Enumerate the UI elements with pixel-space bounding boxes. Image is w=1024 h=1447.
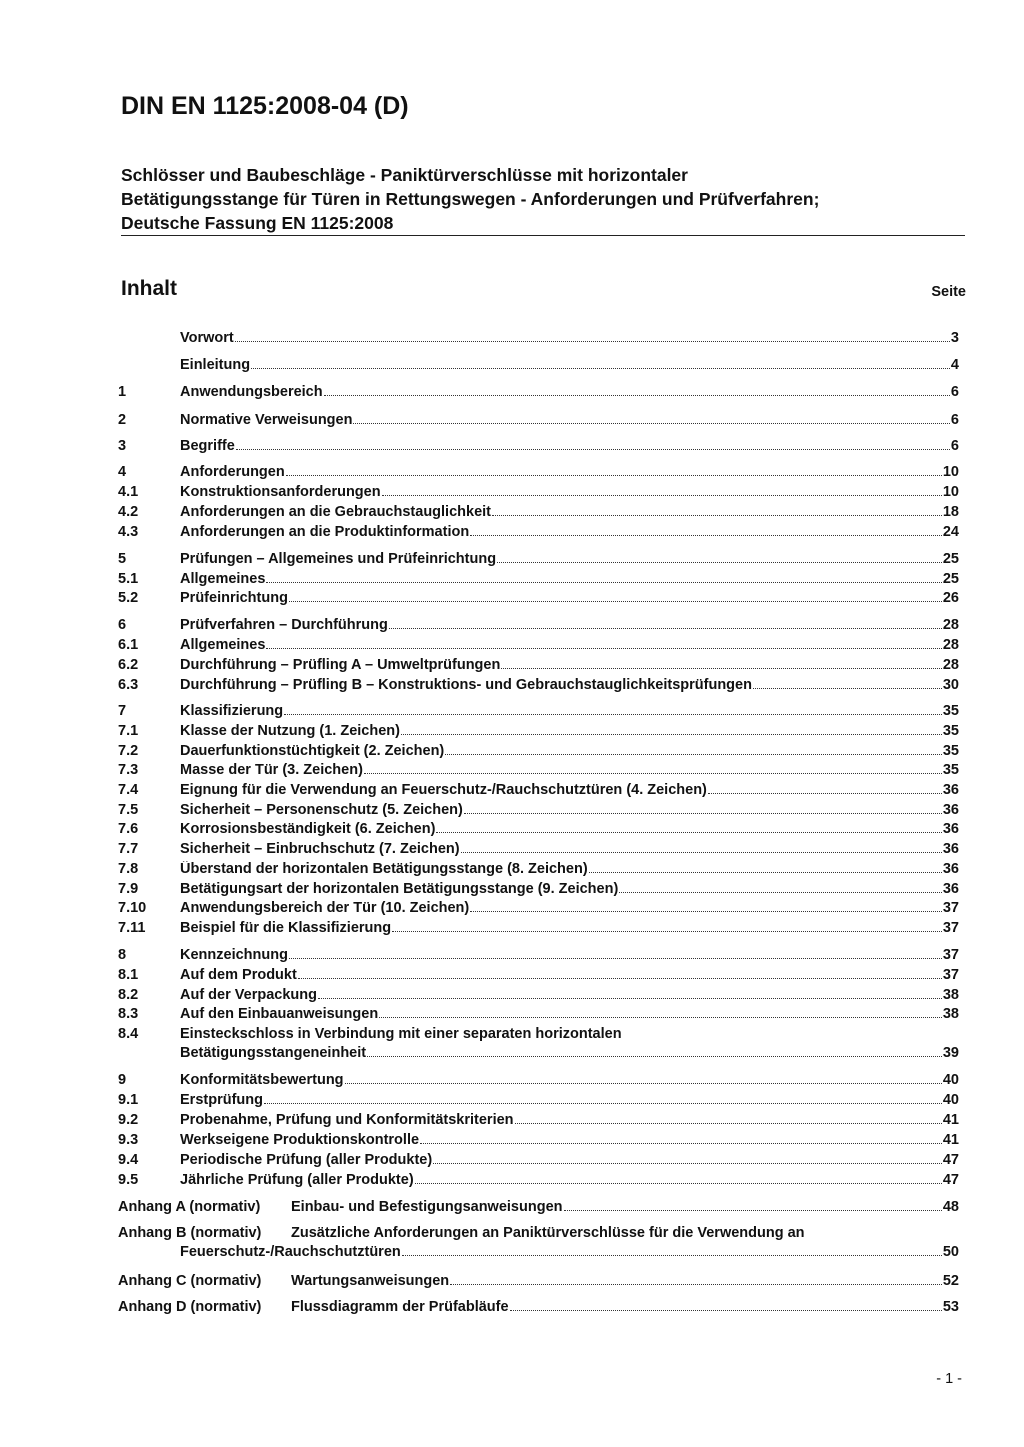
toc-entry-number: Anhang D (normativ) (118, 1299, 262, 1315)
toc-entry-number: 8.3 (118, 1006, 139, 1022)
toc-entry-number: Anhang A (normativ) (118, 1199, 261, 1215)
toc-entry-title-continued: Feuerschutz-/Rauchschutztüren (180, 1244, 401, 1260)
toc-entry-page: 37 (942, 967, 959, 983)
toc-leader-dots (236, 449, 950, 450)
toc-entry-page: 36 (942, 802, 959, 818)
toc-entry-page: 4 (950, 357, 959, 373)
toc-entry-title: Erstprüfung (180, 1092, 263, 1108)
toc-entry-page: 28 (942, 637, 959, 653)
toc-entry-number: 5.1 (118, 571, 139, 587)
toc-entry-number: 4.2 (118, 504, 139, 520)
toc-entry-title: Auf den Einbauanweisungen (180, 1006, 379, 1022)
toc-leader-dots (251, 368, 950, 369)
toc-entry[interactable] (118, 897, 959, 916)
toc-entry-number: 6.1 (118, 637, 139, 653)
toc-entry-title: Begriffe (180, 438, 235, 454)
toc-entry[interactable] (118, 964, 959, 983)
toc-leader-dots (445, 754, 942, 755)
toc-entry[interactable] (118, 1089, 959, 1108)
toc-entry-page: 35 (942, 743, 959, 759)
toc-leader-dots (501, 668, 942, 669)
toc-entry-page: 26 (942, 590, 959, 606)
toc-entry-page: 35 (942, 723, 959, 739)
toc-leader-dots (497, 562, 942, 563)
toc-entry-page: 48 (942, 1199, 959, 1215)
toc-entry-number: 9 (118, 1072, 127, 1088)
toc-entry-page: 40 (942, 1072, 959, 1088)
toc-entry[interactable] (118, 634, 959, 653)
toc-entry-page: 47 (942, 1172, 959, 1188)
toc-entry[interactable] (118, 1003, 959, 1022)
toc-entry-page: 6 (950, 438, 959, 454)
toc-entry-number: 6.3 (118, 677, 139, 693)
toc-entry[interactable] (118, 461, 959, 480)
toc-entry-title: Probenahme, Prüfung und Konformitätskriterien (180, 1112, 514, 1128)
toc-entry-title: Konformitätsbewertung (180, 1072, 344, 1088)
toc-entry[interactable] (118, 1023, 959, 1042)
toc-entry-number: 5 (118, 551, 127, 567)
toc-leader-dots (353, 423, 949, 424)
toc-entry-number: 7.5 (118, 802, 139, 818)
toc-leader-dots (392, 931, 942, 932)
toc-entry[interactable] (118, 521, 959, 540)
toc-entry-number: Anhang B (normativ) (118, 1225, 262, 1241)
toc-entry-title: Einleitung (180, 357, 251, 373)
toc-leader-dots (450, 1284, 942, 1285)
toc-entry-number: 8.4 (118, 1026, 139, 1042)
toc-entry-page: 36 (942, 841, 959, 857)
toc-entry-number: 3 (118, 438, 127, 454)
toc-entry-page: 6 (950, 384, 959, 400)
toc-entry-number: 9.1 (118, 1092, 139, 1108)
toc-entry-title: Allgemeines (180, 571, 266, 587)
toc-leader-dots (492, 515, 942, 516)
toc-leader-dots (324, 395, 950, 396)
toc-entry-title: Einsteckschloss in Verbindung mit einer separaten horizontalen (180, 1026, 622, 1042)
toc-heading: Inhalt (121, 277, 177, 300)
toc-entry[interactable] (118, 759, 959, 778)
toc-entry-number: 6 (118, 617, 127, 633)
toc-entry[interactable] (118, 799, 959, 818)
toc-leader-dots (389, 628, 942, 629)
toc-entry-title: Masse der Tür (3. Zeichen) (180, 762, 363, 778)
toc-entry-number: 1 (118, 384, 127, 400)
toc-entry-page: 28 (942, 657, 959, 673)
toc-entry[interactable] (118, 944, 959, 963)
toc-leader-dots (753, 688, 942, 689)
toc-entry-title: Korrosionsbeständigkeit (6. Zeichen) (180, 821, 436, 837)
toc-entry[interactable] (118, 501, 959, 520)
toc-entry-number: 7.8 (118, 861, 139, 877)
toc-entry-number: 7.1 (118, 723, 139, 739)
toc-entry-number: 5.2 (118, 590, 139, 606)
toc-entry[interactable] (118, 1109, 959, 1128)
toc-entry-number: 7.3 (118, 762, 139, 778)
toc-entry-page: 36 (942, 881, 959, 897)
toc-entry-title: Anforderungen (180, 464, 285, 480)
toc-entry-title: Durchführung – Prüfling A – Umweltprüfungen (180, 657, 501, 673)
toc-leader-dots (619, 892, 942, 893)
annex-status: (normativ) (185, 1199, 261, 1215)
toc-entry-title: Betätigungsart der horizontalen Betätigungsstange (9. Zeichen) (180, 881, 619, 897)
toc-entry-page: 18 (942, 504, 959, 520)
toc-entry-number: 7.6 (118, 821, 139, 837)
toc-entry[interactable] (118, 435, 959, 454)
document-subtitle (121, 163, 971, 235)
toc-leader-dots (470, 911, 942, 912)
toc-entry[interactable] (118, 409, 959, 428)
toc-entry-number: 7.2 (118, 743, 139, 759)
toc-entry-title: Prüfeinrichtung (180, 590, 288, 606)
toc-entry[interactable] (118, 1129, 959, 1148)
annex-status: (normativ) (186, 1225, 262, 1241)
page-number: - 1 - (936, 1371, 962, 1387)
toc-entry-number: 9.5 (118, 1172, 139, 1188)
toc-entry-title: Auf der Verpackung (180, 987, 317, 1003)
toc-entry[interactable] (118, 614, 959, 633)
toc-entry-page: 24 (942, 524, 959, 540)
toc-leader-dots (401, 734, 942, 735)
toc-entry-title: Prüfverfahren – Durchführung (180, 617, 388, 633)
toc-entry[interactable] (118, 654, 959, 673)
toc-entry-number: 4.1 (118, 484, 139, 500)
toc-entry[interactable] (118, 1196, 959, 1215)
toc-leader-dots (464, 813, 942, 814)
title-divider (121, 235, 965, 236)
toc-entry[interactable] (118, 548, 959, 567)
toc-entry-title: Konstruktionsanforderungen (180, 484, 381, 500)
toc-entry[interactable] (118, 700, 959, 719)
toc-leader-dots (284, 714, 942, 715)
toc-entry-page: 36 (942, 782, 959, 798)
toc-entry-number: 7.9 (118, 881, 139, 897)
toc-entry-page: 53 (942, 1299, 959, 1315)
toc-entry-title: Eignung für die Verwendung an Feuerschutz-/Rauchschutztüren (4. Zeichen) (180, 782, 707, 798)
toc-entry[interactable] (118, 354, 959, 373)
toc-entry-number: 4 (118, 464, 127, 480)
toc-entry[interactable] (118, 674, 959, 693)
toc-leader-dots (367, 1056, 942, 1057)
toc-entry-page: 37 (942, 900, 959, 916)
toc-entry[interactable] (118, 720, 959, 739)
toc-entry-number: Anhang C (normativ) (118, 1273, 262, 1289)
toc-entry[interactable] (118, 481, 959, 500)
toc-entry-title: Durchführung – Prüfling B – Konstruktions- und Gebrauchstauglichkeitsprüfungen (180, 677, 752, 693)
toc-entry-page: 50 (942, 1244, 959, 1260)
document-title: DIN EN 1125:2008-04 (D) (121, 92, 409, 120)
toc-entry-page: 40 (942, 1092, 959, 1108)
toc-leader-dots (235, 341, 950, 342)
toc-entry-page: 39 (942, 1045, 959, 1061)
toc-entry-page: 52 (942, 1273, 959, 1289)
toc-entry-number: 7.4 (118, 782, 139, 798)
toc-entry-title: Wartungsanweisungen (291, 1273, 450, 1289)
toc-entry-page: 30 (942, 677, 959, 693)
page-column-label: Seite (931, 284, 966, 300)
toc-entry-page: 3 (950, 330, 959, 346)
toc-entry-title: Werkseigene Produktionskontrolle (180, 1132, 420, 1148)
toc-leader-dots (402, 1255, 942, 1256)
toc-leader-dots (415, 1183, 942, 1184)
toc-entry-page: 35 (942, 703, 959, 719)
toc-leader-dots (266, 582, 941, 583)
toc-entry-title: Normative Verweisungen (180, 412, 353, 428)
toc-leader-dots (510, 1310, 942, 1311)
toc-entry-page: 25 (942, 571, 959, 587)
toc-entry-number: 9.3 (118, 1132, 139, 1148)
toc-entry-title: Periodische Prüfung (aller Produkte) (180, 1152, 433, 1168)
toc-entry-continuation[interactable] (118, 1241, 959, 1260)
toc-entry[interactable] (118, 587, 959, 606)
toc-entry-title: Flussdiagramm der Prüfabläufe (291, 1299, 509, 1315)
toc-leader-dots (470, 535, 942, 536)
toc-entry[interactable] (118, 984, 959, 1003)
toc-entry-title: Klasse der Nutzung (1. Zeichen) (180, 723, 400, 739)
toc-entry-title: Prüfungen – Allgemeines und Prüfeinrichtung (180, 551, 497, 567)
toc-entry-page: 36 (942, 861, 959, 877)
toc-entry-page: 10 (942, 484, 959, 500)
toc-entry-page: 6 (950, 412, 959, 428)
toc-leader-dots (708, 793, 942, 794)
toc-entry[interactable] (118, 1169, 959, 1188)
toc-leader-dots (264, 1103, 942, 1104)
toc-entry-title: Kennzeichnung (180, 947, 288, 963)
toc-entry-number: 8 (118, 947, 127, 963)
subtitle-line: Deutsche Fassung EN 1125:2008 (121, 213, 394, 233)
toc-leader-dots (364, 773, 942, 774)
toc-entry-title: Sicherheit – Einbruchschutz (7. Zeichen) (180, 841, 460, 857)
toc-leader-dots (266, 648, 941, 649)
toc-entry-number: 6.2 (118, 657, 139, 673)
toc-entry-page: 41 (942, 1132, 959, 1148)
toc-entry-page: 35 (942, 762, 959, 778)
toc-leader-dots (382, 495, 942, 496)
toc-entry-number: 7.10 (118, 900, 147, 916)
toc-entry[interactable] (118, 568, 959, 587)
toc-leader-dots (286, 475, 942, 476)
toc-entry-number: 7 (118, 703, 127, 719)
toc-entry-title: Anwendungsbereich (180, 384, 323, 400)
toc-entry-number: 7.11 (118, 920, 146, 936)
toc-entry[interactable] (118, 1149, 959, 1168)
toc-entry[interactable] (118, 858, 959, 877)
toc-entry-page: 37 (942, 920, 959, 936)
toc-entry-page: 37 (942, 947, 959, 963)
toc-entry-number: 9.4 (118, 1152, 139, 1168)
toc-entry-number: 4.3 (118, 524, 139, 540)
toc-leader-dots (433, 1163, 942, 1164)
toc-entry[interactable] (118, 779, 959, 798)
toc-entry-title-continued: Betätigungsstangeneinheit (180, 1045, 367, 1061)
toc-entry[interactable] (118, 1069, 959, 1088)
toc-entry-page: 47 (942, 1152, 959, 1168)
toc-entry-number: 2 (118, 412, 127, 428)
toc-entry[interactable] (118, 878, 959, 897)
toc-leader-dots (589, 872, 942, 873)
toc-leader-dots (420, 1143, 942, 1144)
toc-entry-page: 25 (942, 551, 959, 567)
toc-entry[interactable] (118, 917, 959, 936)
toc-entry-title: Sicherheit – Personenschutz (5. Zeichen) (180, 802, 463, 818)
toc-entry-title: Beispiel für die Klassifizierung (180, 920, 392, 936)
toc-entry-title: Anwendungsbereich der Tür (10. Zeichen) (180, 900, 470, 916)
toc-entry-title: Zusätzliche Anforderungen an Paniktürverschlüsse für die Verwendung an (291, 1225, 805, 1241)
toc-entry-number: 8.2 (118, 987, 139, 1003)
toc-entry-title: Überstand der horizontalen Betätigungsstange (8. Zeichen) (180, 861, 588, 877)
toc-entry-title: Vorwort (180, 330, 234, 346)
toc-leader-dots (379, 1017, 942, 1018)
toc-entry-number: 9.2 (118, 1112, 139, 1128)
annex-status: (normativ) (186, 1299, 262, 1315)
toc-leader-dots (461, 852, 942, 853)
toc-leader-dots (289, 601, 942, 602)
annex-status: (normativ) (186, 1273, 262, 1289)
toc-entry-page: 36 (942, 821, 959, 837)
toc-leader-dots (289, 958, 942, 959)
toc-entry-title: Dauerfunktionstüchtigkeit (2. Zeichen) (180, 743, 445, 759)
toc-entry[interactable] (118, 381, 959, 400)
toc-entry-title: Anforderungen an die Gebrauchstauglichkeit (180, 504, 491, 520)
toc-entry-title: Allgemeines (180, 637, 266, 653)
toc-entry-title: Einbau- und Befestigungsanweisungen (291, 1199, 563, 1215)
toc-entry[interactable] (118, 1270, 959, 1289)
toc-leader-dots (515, 1123, 942, 1124)
toc-leader-dots (345, 1083, 942, 1084)
toc-entry-title: Jährliche Prüfung (aller Produkte) (180, 1172, 414, 1188)
toc-entry-page: 38 (942, 987, 959, 1003)
toc-entry-page: 41 (942, 1112, 959, 1128)
toc-entry-continuation[interactable] (118, 1042, 959, 1061)
toc-leader-dots (298, 978, 942, 979)
toc-entry-number: 7.7 (118, 841, 139, 857)
subtitle-line: Betätigungsstange für Türen in Rettungswegen - Anforderungen und Prüfverfahren; (121, 189, 820, 209)
toc-leader-dots (318, 998, 942, 999)
toc-entry-title: Anforderungen an die Produktinformation (180, 524, 470, 540)
toc-entry-page: 10 (942, 464, 959, 480)
toc-entry[interactable] (118, 1296, 959, 1315)
toc-entry[interactable] (118, 740, 959, 759)
toc-entry[interactable] (118, 1222, 959, 1241)
toc-leader-dots (564, 1210, 942, 1211)
toc-leader-dots (436, 832, 941, 833)
toc-entry-title: Klassifizierung (180, 703, 284, 719)
toc-entry-number: 8.1 (118, 967, 139, 983)
toc-entry[interactable] (118, 327, 959, 346)
toc-entry-title: Auf dem Produkt (180, 967, 297, 983)
toc-entry-page: 28 (942, 617, 959, 633)
subtitle-line: Schlösser und Baubeschläge - Paniktürverschlüsse mit horizontaler (121, 165, 688, 185)
toc-entry-page: 38 (942, 1006, 959, 1022)
toc-entry[interactable] (118, 838, 959, 857)
toc-entry[interactable] (118, 818, 959, 837)
